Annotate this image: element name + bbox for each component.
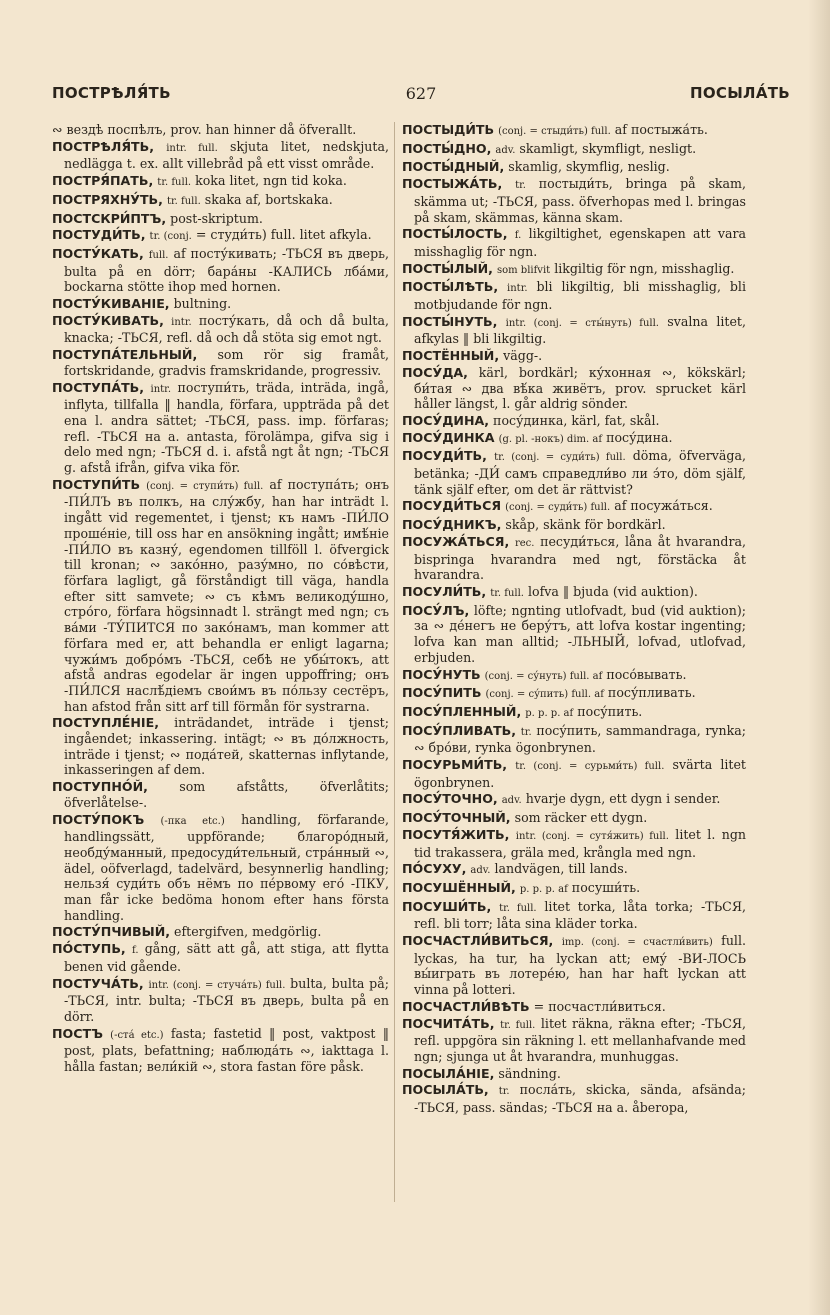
entry-grammar: som blifvit [496, 264, 551, 276]
dictionary-entry [402, 1066, 746, 1082]
running-head-right: ПОСЫЛА́ТЬ [690, 84, 790, 102]
dictionary-entry [52, 812, 389, 924]
entry-grammar: tr. full. [500, 1019, 536, 1031]
entry-definition: sändning. [498, 1065, 561, 1081]
entry-definition: посу́дина. [606, 429, 673, 445]
dictionary-entry [402, 176, 746, 225]
entry-definition: песуди́ться, låna åt hvarandra, bispringa hvarandra med ngt, förstäcka åt hvarandra. [414, 533, 746, 583]
entry-headword: ПОСУ́ДИНА, [402, 412, 490, 428]
entry-definition: af поступа́ть; онъ -ПИ́ЛЪ въ полкъ, на слу́жбу, han har inträdt l. ingått vid regementet, i tjenst; къ намъ -ПИ́ЛО проше́ніе, till oss har en ansökning ingått; имѣ́ніе -ПИ́ЛО въ казну́, egendomen tillföll l. öfvergick till kronan; ∾ зако́нно, разу́мно, по со́вѣсти, förfara lagligt, gå förståndigt till väga, handla efter sitt samvete; ∾ съ кѣмъ великоду́шно, стро́го, förfara högsinnadt l. strängt med ngn; съ ва́ми -ТУ́ПИТСЯ по зако́намъ, man kommer att förfara med er, att behandla er enligt lagarna; чужи́мъ добро́мъ -ТЬСЯ, себѣ не убы́токъ, att afstå andras egodelar är ingen uppoffring; онъ -ПИ́ЛСЯ наслѣ́діемъ свои́мъ въ по́льзу сестёръ, han afstod från sitt arf till förmån för systrarna. [64, 476, 389, 714]
dictionary-entry [402, 757, 746, 790]
entry-definition: посу́пливать. [607, 685, 696, 701]
entry-headword: ПОСТРѢЛЯ́ТЬ, [52, 138, 155, 154]
dictionary-entry [402, 122, 746, 140]
left-column [52, 122, 389, 1302]
dictionary-entry [402, 1016, 746, 1065]
entry-definition: löfte; ngnting utlofvadt, bud (vid auktion); за ∾ де́негъ не беру́тъ, att lofva kostar ingenting; lofva kan man alltid; -ЛЬНЫЙ, lofvad, utlofvad, erbjuden. [414, 602, 746, 665]
entry-definition: skjuta litet, nedskjuta, nedlägga t. ex. allt villebråd på ett visst område. [64, 138, 389, 172]
running-head-left: ПОСТРѢЛЯ́ТЬ [52, 84, 171, 102]
entry-definition: skaka af, bortskaka. [204, 191, 333, 207]
dictionary-entry [402, 261, 746, 279]
entry-definition: svärta litet ögonbrynen. [414, 757, 746, 790]
dictionary-entry [402, 880, 746, 898]
entry-headword: ПОСТЫ́ДНО, [402, 140, 492, 156]
entry-headword: ПОСТУ́ПЧИВЫЙ, [52, 924, 171, 940]
entry-headword: ПОСТРЯХНУ́ТЬ, [52, 191, 163, 207]
entry-definition: litet l. ngn tid trakassera, gräla med, krångla med ngn. [414, 826, 746, 860]
dictionary-entry [402, 314, 746, 347]
column-divider [394, 122, 395, 1202]
entry-headword: ПОСТЫ́ДНЫЙ, [402, 159, 505, 175]
entry-definition: = студи́ть) full. litet afkyla. [195, 227, 372, 243]
entry-grammar: rec. [514, 537, 535, 549]
entry-headword: ПОСУ́ДНИКЪ, [402, 517, 502, 533]
entry-definition: som räcker ett dygn. [514, 810, 648, 826]
entry-headword: ПОСТУ́КАТЬ, [52, 245, 144, 261]
dictionary-entry [402, 498, 746, 516]
dictionary-entry [402, 141, 746, 159]
entry-headword: ПО́СТУПЬ, [52, 941, 126, 957]
entry-definition: likgiltig för ngn, misshaglig. [554, 260, 735, 276]
dictionary-entry [402, 810, 746, 826]
entry-definition: vägg-. [503, 348, 543, 364]
dictionary-entry [52, 1026, 389, 1075]
entry-definition: litet torka, låta torka; -ТЬСЯ, refl. bli torr; låta sina kläder torka. [414, 898, 746, 932]
entry-grammar: tr. [520, 726, 532, 738]
entry-grammar: tr. full. [166, 195, 201, 207]
dictionary-entry [402, 603, 746, 666]
dictionary-entry [402, 827, 746, 860]
entry-headword: ПОСТСКРИ́ПТЪ, [52, 210, 167, 226]
entry-headword: ПОСУРЬМИ́ТЬ, [402, 757, 508, 773]
entry-definition: af посту́кивать; -ТЬСЯ въ дверь, bulta på en dörr; бара́ны -КАЛИСЬ лба́ми, bockarna stötte ihop med hornen. [64, 245, 389, 295]
dictionary-entry [52, 313, 389, 346]
entry-definition: bulta, bulta på; -ТЬСЯ, intr. bulta; -ТЬСЯ въ дверь, bulta på en dörr. [64, 975, 389, 1024]
dictionary-entry [52, 779, 389, 810]
entry-definition: lofva ‖ bjuda (vid auktion). [527, 583, 698, 599]
entry-headword: ПОСЫЛА́НІЕ, [402, 1065, 495, 1081]
entry-grammar: (g. pl. -нокъ) dim. af [498, 433, 603, 445]
entry-grammar: p. p. p. af [519, 883, 568, 895]
entry-headword: ПОСЧИТА́ТЬ, [402, 1015, 495, 1031]
entry-headword: ПОСУШЁННЫЙ, [402, 879, 516, 895]
entry-definition: посу́динка, kärl, fat, skål. [493, 412, 660, 428]
entry-grammar: tr. [515, 180, 526, 192]
entry-headword: ПОСТЫ́ЛЫЙ, [402, 260, 493, 276]
dictionary-entry [402, 413, 746, 429]
dictionary-entry [402, 791, 746, 809]
entry-headword: ПО́СУХУ, [402, 861, 467, 877]
entry-definition: посу́пить. [577, 703, 643, 719]
entry-grammar: p. p. p. af [525, 707, 574, 719]
entry-headword: ПОСТУПЛЕ́НІЕ, [52, 715, 160, 731]
entry-headword: ПОСУ́ПЛИВАТЬ, [402, 722, 517, 738]
entry-grammar: intr. (conj. = сты́нуть) full. [505, 317, 659, 329]
dictionary-entry [402, 933, 746, 998]
entry-definition: = посчастли́виться. [533, 998, 666, 1014]
entry-grammar: f. [514, 230, 522, 242]
entry-definition: bultning. [173, 296, 232, 312]
entry-headword: ПОСУ́ДА, [402, 364, 468, 380]
entry-headword: ПОСУШИ́ТЬ, [402, 898, 492, 914]
entry-grammar: (-ста́ etc.) [110, 1029, 164, 1041]
entry-definition: landvägen, till lands. [494, 861, 628, 877]
entry-definition: fasta; fastetid ‖ post, vaktpost ‖ post, plats, befattning; наблюда́ть ∾, iakttaga l. hålla fastan; вели́кій ∾, stora fastan före påsk. [64, 1025, 389, 1075]
dictionary-entry [402, 584, 746, 602]
entry-definition: som afståtts, öfverlåtits; öfverlåtelse-. [64, 779, 389, 810]
dictionary-entry [402, 667, 746, 685]
entry-headword: ПОСУТЯ́ЖИТЬ, [402, 826, 510, 842]
entry-grammar: intr. (conj. = сутя́жить) full. [515, 830, 669, 842]
entry-headword: ПОСТУДИ́ТЬ, [52, 227, 146, 243]
entry-definition: af постыжа́ть. [614, 122, 708, 137]
entry-headword: ПОСУДИ́ТЬ, [402, 448, 487, 464]
entry-definition: посуши́ть. [571, 879, 641, 895]
dictionary-entry [52, 941, 389, 974]
dictionary-entry [52, 380, 389, 476]
entry-headword: ПОСТРЯ́ПАТЬ, [52, 173, 154, 189]
entry-headword: ПОСТУПНО́Й, [52, 779, 148, 795]
dictionary-entry [52, 173, 389, 191]
entry-grammar: f. [131, 945, 139, 957]
dictionary-entry [402, 861, 746, 879]
entry-grammar: (conj. = стыди́ть) full. [498, 126, 611, 137]
dictionary-entry [402, 348, 746, 364]
entry-grammar: intr. full. [166, 142, 218, 154]
entry-headword: ПОСУЛИ́ТЬ, [402, 583, 487, 599]
dictionary-entry [52, 347, 389, 378]
entry-definition: eftergifven, medgörlig. [174, 924, 322, 940]
entry-definition: постыди́ть, bringa på skam, skämma ut; -ТЬСЯ, pass. öfverhopas med l. bringas på skam, skämmas, känna skam. [414, 176, 746, 225]
entry-headword: ПОСУДИ́ТЬСЯ [402, 498, 502, 514]
entry-grammar: tr. full. [490, 587, 524, 599]
entry-headword: ПОСЧАСТЛИ́ВИТЬСЯ, [402, 933, 554, 949]
entry-grammar: (conj. = ступи́ть) full. [146, 480, 264, 492]
dictionary-entry [52, 227, 389, 245]
entry-headword: ПОСТЫДИ́ТЬ [402, 122, 495, 137]
dictionary-entry [402, 999, 746, 1015]
entry-headword: ПОСТЁННЫЙ, [402, 348, 500, 364]
entry-headword: ПОСТЫЖА́ТЬ, [402, 176, 503, 192]
entry-headword: ПОСУ́ДИНКА [402, 429, 495, 445]
entry-headword: ПОСТУ́ПОКЪ [52, 811, 145, 827]
entry-grammar: adv. [501, 795, 522, 807]
entry-headword: ПОСЫЛА́ТЬ, [402, 1082, 489, 1098]
entry-definition: gång, sätt att gå, att stiga, att flytta benen vid gående. [64, 941, 389, 974]
entry-grammar: imp. (conj. = счастли́вить) [561, 937, 713, 949]
entry-definition: kärl, bordkärl; ку́хонная ∾, kökskärl; би́тая ∾ два вѣ́ка живётъ, prov. sprucket kärl håller längst, l. går aldrig sönder. [414, 364, 746, 412]
entry-headword: ПОСУ́ПИТЬ [402, 685, 482, 701]
page-edge-shadow [808, 0, 830, 1315]
dictionary-entry [402, 159, 746, 175]
entry-definition: ∾ вездѣ поспѣлъ, prov. han hinner då öfverallt. [52, 122, 357, 137]
dictionary-entry [402, 704, 746, 722]
dictionary-entry [402, 723, 746, 756]
dictionary-entry [52, 122, 389, 138]
entry-definition: post-skriptum. [170, 210, 263, 226]
dictionary-entry [402, 1082, 746, 1115]
entry-definition: af посужа́ться. [614, 498, 713, 514]
entry-headword: ПОСУЖА́ТЬСЯ, [402, 533, 510, 549]
dictionary-entry [52, 296, 389, 312]
page-number: 627 [405, 84, 437, 103]
entry-grammar: adv. [495, 144, 516, 156]
dictionary-entry [52, 211, 389, 227]
entry-definition: handling, förfarande, handlingssätt, uppförande; благоро́дный, необду́манный, предосуди́тельный, стра́нный ∾, ädel, oöfverlagd, tadelvärd, besynnerlig handling; нельзя́ суди́ть объ нёмъ по пе́рвому его́ -ПКУ, man får icke bedöma honom efter hans första handling. [64, 811, 389, 923]
entry-definition: skåp, skänk för bordkärl. [505, 517, 666, 533]
entry-definition: hvarje dygn, ett dygn i sender. [525, 791, 721, 807]
dictionary-entry [52, 924, 389, 940]
entry-definition: поступи́ть, träda, inträda, ingå, inflyta, tillfalla ‖ handla, förfara, uppträda på det ena l. andra sättet; -ТЬСЯ, pass. imp. förfaras; refl. -ТЬСЯ на a. antasta, förolämpa, gifva sig i delo med ngn; -ТЬСЯ d. i. afstå ngt åt ngn; -ТЬСЯ g. afstå ifrån, gifva vika för. [64, 379, 389, 476]
entry-definition: inträdandet, inträde i tjenst; ingåendet; inkassering. intägt; ∾ въ до́лжность, inträde i tjenst; ∾ пода́тей, skatternas inflytande, inkasseringen af dem. [64, 715, 389, 778]
entry-headword: ПОСТЫ́НУТЬ, [402, 313, 498, 329]
entry-definition: döma, öfverväga, betänka; -ДИ́ самъ справедли́во ли э́то, döm själf, tänk själf efter, om det är rättvist? [414, 448, 746, 497]
dictionary-entry [52, 246, 389, 295]
dictionary-entry [52, 976, 389, 1025]
entry-grammar: (-пка etc.) [160, 815, 225, 827]
entry-headword: ПОСУ́ЛЪ, [402, 602, 470, 618]
dictionary-entry [52, 715, 389, 778]
dictionary-entry [402, 534, 746, 583]
entry-grammar: adv. [470, 865, 491, 877]
entry-grammar: (conj. = су́пить) full. af [485, 689, 604, 701]
dictionary-entry [402, 685, 746, 703]
page-header [52, 84, 790, 106]
entry-definition: litet räkna, räkna efter; -ТЬСЯ, refl. uppgöra sin räkning l. ett mellanhafvande med ngn; sjunga ut åt hvarandra, munhuggas. [414, 1015, 746, 1064]
dictionary-entry [402, 517, 746, 533]
entry-grammar: intr. [150, 383, 172, 395]
entry-definition: koka litet, ngn tid koka. [195, 173, 347, 189]
entry-definition: skamlig, skymflig, neslig. [508, 159, 670, 175]
entry-grammar: tr. (conj. = суди́ть) full. [494, 452, 626, 464]
entry-definition: skamligt, skymfligt, nesligt. [519, 140, 697, 156]
entry-definition: bli likgiltig, bli misshaglig, bli motbjudande för ngn. [414, 279, 746, 313]
entry-grammar: full. [148, 249, 169, 261]
entry-definition: som rör sig framåt, fortskridande, gradvis framskridande, progressiv. [64, 347, 389, 378]
entry-grammar: intr. [507, 283, 528, 295]
entry-headword: ПОСТЫ́ЛОСТЬ, [402, 226, 508, 242]
dictionary-entry [52, 192, 389, 210]
entry-headword: ПОСУ́ТОЧНО, [402, 791, 498, 807]
dictionary-entry [402, 430, 746, 448]
entry-definition: посу́пить, sammandraga, rynka; ∾ бро́ви, rynka ögonbrynen. [414, 722, 746, 756]
right-column [402, 122, 746, 1302]
entry-definition: посо́вывать. [606, 666, 687, 682]
entry-headword: ПОСЧАСТЛИ́ВѢТЬ [402, 998, 530, 1014]
entry-definition: full. lyckas, ha tur, ha lyckan att; ему́ -ВИ-ЛОСЬ вы́играть въ лотере́ю, han har haft lyckan att vinna på lotteri. [414, 933, 746, 998]
entry-definition: посту́кать, då och då bulta, knacka; -ТЬСЯ, refl. då och då stöta sig emot ngt. [64, 312, 389, 346]
entry-grammar: tr. full. [499, 902, 537, 914]
entry-headword: ПОСТУПИ́ТЬ [52, 476, 141, 492]
dictionary-entry [402, 365, 746, 412]
entry-grammar: tr. (conj. [149, 231, 192, 243]
entry-definition: likgiltighet, egenskapen att vara misshaglig för ngn. [414, 226, 746, 259]
dictionary-entry [402, 448, 746, 497]
entry-headword: ПОСУ́ПЛЕННЫЙ, [402, 703, 522, 719]
entry-headword: ПОСТЫ́ЛѢТЬ, [402, 279, 499, 295]
entry-headword: ПОСТУЧА́ТЬ, [52, 975, 144, 991]
entry-grammar: tr. (conj. = сурьми́ть) full. [515, 761, 665, 773]
entry-grammar: intr. [171, 316, 192, 328]
entry-grammar: intr. (conj. = стуча́ть) full. [148, 979, 286, 991]
entry-grammar: (conj. = суди́ть) full. [505, 502, 611, 514]
dictionary-entry [52, 139, 389, 172]
entry-headword: ПОСТУ́КИВАТЬ, [52, 312, 164, 328]
entry-headword: ПОСТУ́КИВАНІЕ, [52, 296, 170, 312]
entry-headword: ПОСТУПА́ТЬ, [52, 379, 145, 395]
dictionary-entry [402, 226, 746, 259]
entry-headword: ПОСУ́НУТЬ [402, 666, 481, 682]
entry-grammar: (conj. = су́нуть) full. af [484, 670, 603, 682]
entry-grammar: tr. full. [157, 177, 192, 189]
entry-grammar: tr. [498, 1086, 510, 1098]
entry-definition: посла́ть, skicka, sända, afsända; -ТЬСЯ, pass. sändas; -ТЬСЯ на a. åberopa, [414, 1082, 746, 1116]
entry-definition: svalna litet, afkylas ‖ bli likgiltig. [414, 313, 746, 347]
dictionary-entry [52, 477, 389, 715]
dictionary-entry [402, 279, 746, 312]
entry-headword: ПОСТУПА́ТЕЛЬНЫЙ, [52, 347, 198, 363]
entry-headword: ПОСТЪ [52, 1025, 103, 1041]
dictionary-entry [402, 899, 746, 932]
entry-headword: ПОСУ́ТОЧНЫЙ, [402, 810, 511, 826]
